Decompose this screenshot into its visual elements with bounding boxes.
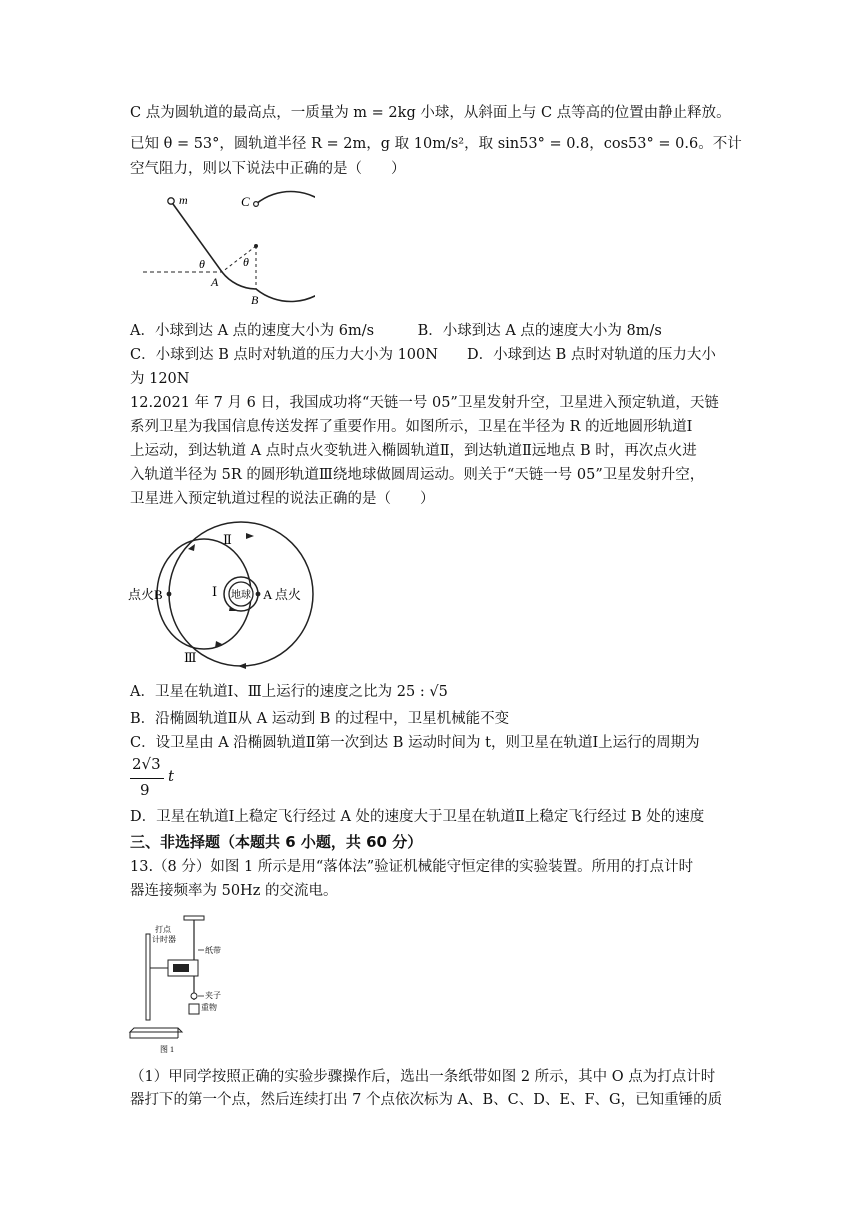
- label-theta-1: θ: [199, 257, 205, 271]
- q12-option-a: A．卫星在轨道Ⅰ、Ⅲ上运行的速度之比为 25 : √5: [130, 684, 448, 700]
- label-theta-2: θ: [243, 255, 249, 269]
- label-orbit-1: Ⅰ: [212, 584, 218, 599]
- label-fire-a: A 点火: [263, 587, 301, 602]
- q13-part1-line-1: （1）甲同学按照正确的实验步骤操作后，选出一条纸带如图 2 所示，其中 O 点为打点计时: [130, 1069, 716, 1085]
- section-heading: 三、非选择题（本题共 6 小题，共 60 分）: [130, 833, 423, 851]
- q12-line-1: 12.2021 年 7 月 6 日，我国成功将“天链一号 05”卫星发射升空，卫星进入预定轨道，天链: [130, 395, 719, 411]
- point-a-dot: [256, 592, 261, 597]
- q11-option-d-cont: 为 120N: [130, 371, 190, 387]
- label-clip: 夹子: [205, 991, 221, 1000]
- label-earth: 地球: [231, 590, 251, 601]
- incline-line: [173, 204, 222, 272]
- fraction-variable: t: [168, 767, 175, 785]
- label-a: A: [211, 275, 219, 289]
- ball-m: [168, 198, 174, 204]
- label-c: C: [241, 194, 250, 209]
- q11-option-ab: A．小球到达 A 点的速度大小为 6m/s B．小球到达 A 点的速度大小为 8m/s: [130, 323, 662, 339]
- q13-line-1: 13.（8 分）如图 1 所示是用“落体法”验证机械能守恒定律的实验装置。所用的打点计时: [130, 859, 694, 875]
- q13-apparatus-diagram: [128, 910, 238, 1060]
- label-orbit-2: Ⅱ: [223, 532, 232, 547]
- figure-1-caption: 图 1: [160, 1045, 174, 1054]
- q12-option-c: C．设卫星由 A 沿椭圆轨道Ⅱ第一次到达 B 运动时间为 t，则卫星在轨道Ⅰ上运行的周期为: [130, 735, 700, 751]
- q11-line-3: 空气阻力，则以下说法中正确的是（ ）: [130, 161, 406, 177]
- q12-line-2: 系列卫星为我国信息传送发挥了重要作用。如图所示，卫星在半径为 R 的近地圆形轨道Ⅰ: [130, 419, 693, 435]
- top-pulley: [184, 916, 204, 920]
- weight-block: [189, 1004, 199, 1014]
- label-fire-b: 点火B: [128, 587, 163, 602]
- label-tape: 纸带: [205, 946, 221, 955]
- label-timer-2: 计时器: [152, 935, 176, 944]
- label-weight: 重物: [201, 1003, 217, 1012]
- circular-track: [222, 192, 315, 302]
- q12-line-3: 上运动，到达轨道 A 点时点火变轨进入椭圆轨道Ⅱ，到达轨道Ⅱ远地点 B 时，再次点火进: [130, 443, 697, 459]
- q12-option-d: D．卫星在轨道Ⅰ上稳定飞行经过 A 处的速度大于卫星在轨道Ⅱ上稳定飞行经过 B 处的速度: [130, 809, 705, 825]
- q12-orbit-diagram: [128, 514, 328, 674]
- label-m: m: [179, 193, 188, 207]
- q12-line-4: 入轨道半径为 5R 的圆形轨道Ⅲ绕地球做圆周运动。则关于“天链一号 05”卫星发射升空，: [130, 467, 705, 483]
- stand-rod: [146, 934, 150, 1020]
- arrow-orbit-3-top: [246, 533, 254, 539]
- timer-window: [173, 964, 189, 972]
- label-orbit-3: Ⅲ: [184, 650, 197, 665]
- q11-track-diagram: [135, 188, 315, 313]
- q11-option-cd: C．小球到达 B 点时对轨道的压力大小为 100N D．小球到达 B 点时对轨道的压力大小: [130, 347, 716, 363]
- point-b-dot: [167, 592, 172, 597]
- point-c-dot: [254, 202, 259, 207]
- arrow-orbit-1: [229, 606, 236, 611]
- fraction-numerator: 2√3: [132, 755, 161, 773]
- q12-line-5: 卫星进入预定轨道过程的说法正确的是（ ）: [130, 491, 435, 507]
- q13-line-2: 器连接频率为 50Hz 的交流电。: [130, 883, 338, 899]
- arrow-orbit-3-bottom: [238, 663, 246, 669]
- base-plate: [130, 1028, 182, 1032]
- q13-figure: [128, 910, 238, 1064]
- q11-line-1: C 点为圆轨道的最高点，一质量为 m = 2kg 小球，从斜面上与 C 点等高的位置由静止释放。: [130, 105, 731, 121]
- q11-line-2: 已知 θ = 53°，圆轨道半径 R = 2m，g 取 10m/s²，取 sin53° = 0.8，cos53° = 0.6。不计: [130, 136, 742, 152]
- label-timer-1: 打点: [155, 925, 171, 934]
- clip-circle: [191, 993, 197, 999]
- q13-part1-line-2: 器打下的第一个点，然后连续打出 7 个点依次标为 A、B、C、D、E、F、G，已知重锤的质: [130, 1092, 723, 1108]
- radius-to-a: [222, 246, 256, 272]
- table-edge: [130, 1032, 178, 1038]
- q11-figure: [135, 188, 315, 317]
- fraction-bar: [130, 778, 164, 779]
- fraction-denominator: 9: [140, 781, 150, 799]
- q12-figure: [128, 514, 328, 678]
- q12-option-b: B．沿椭圆轨道Ⅱ从 A 运动到 B 的过程中，卫星机械能不变: [130, 711, 510, 727]
- label-b: B: [251, 293, 259, 307]
